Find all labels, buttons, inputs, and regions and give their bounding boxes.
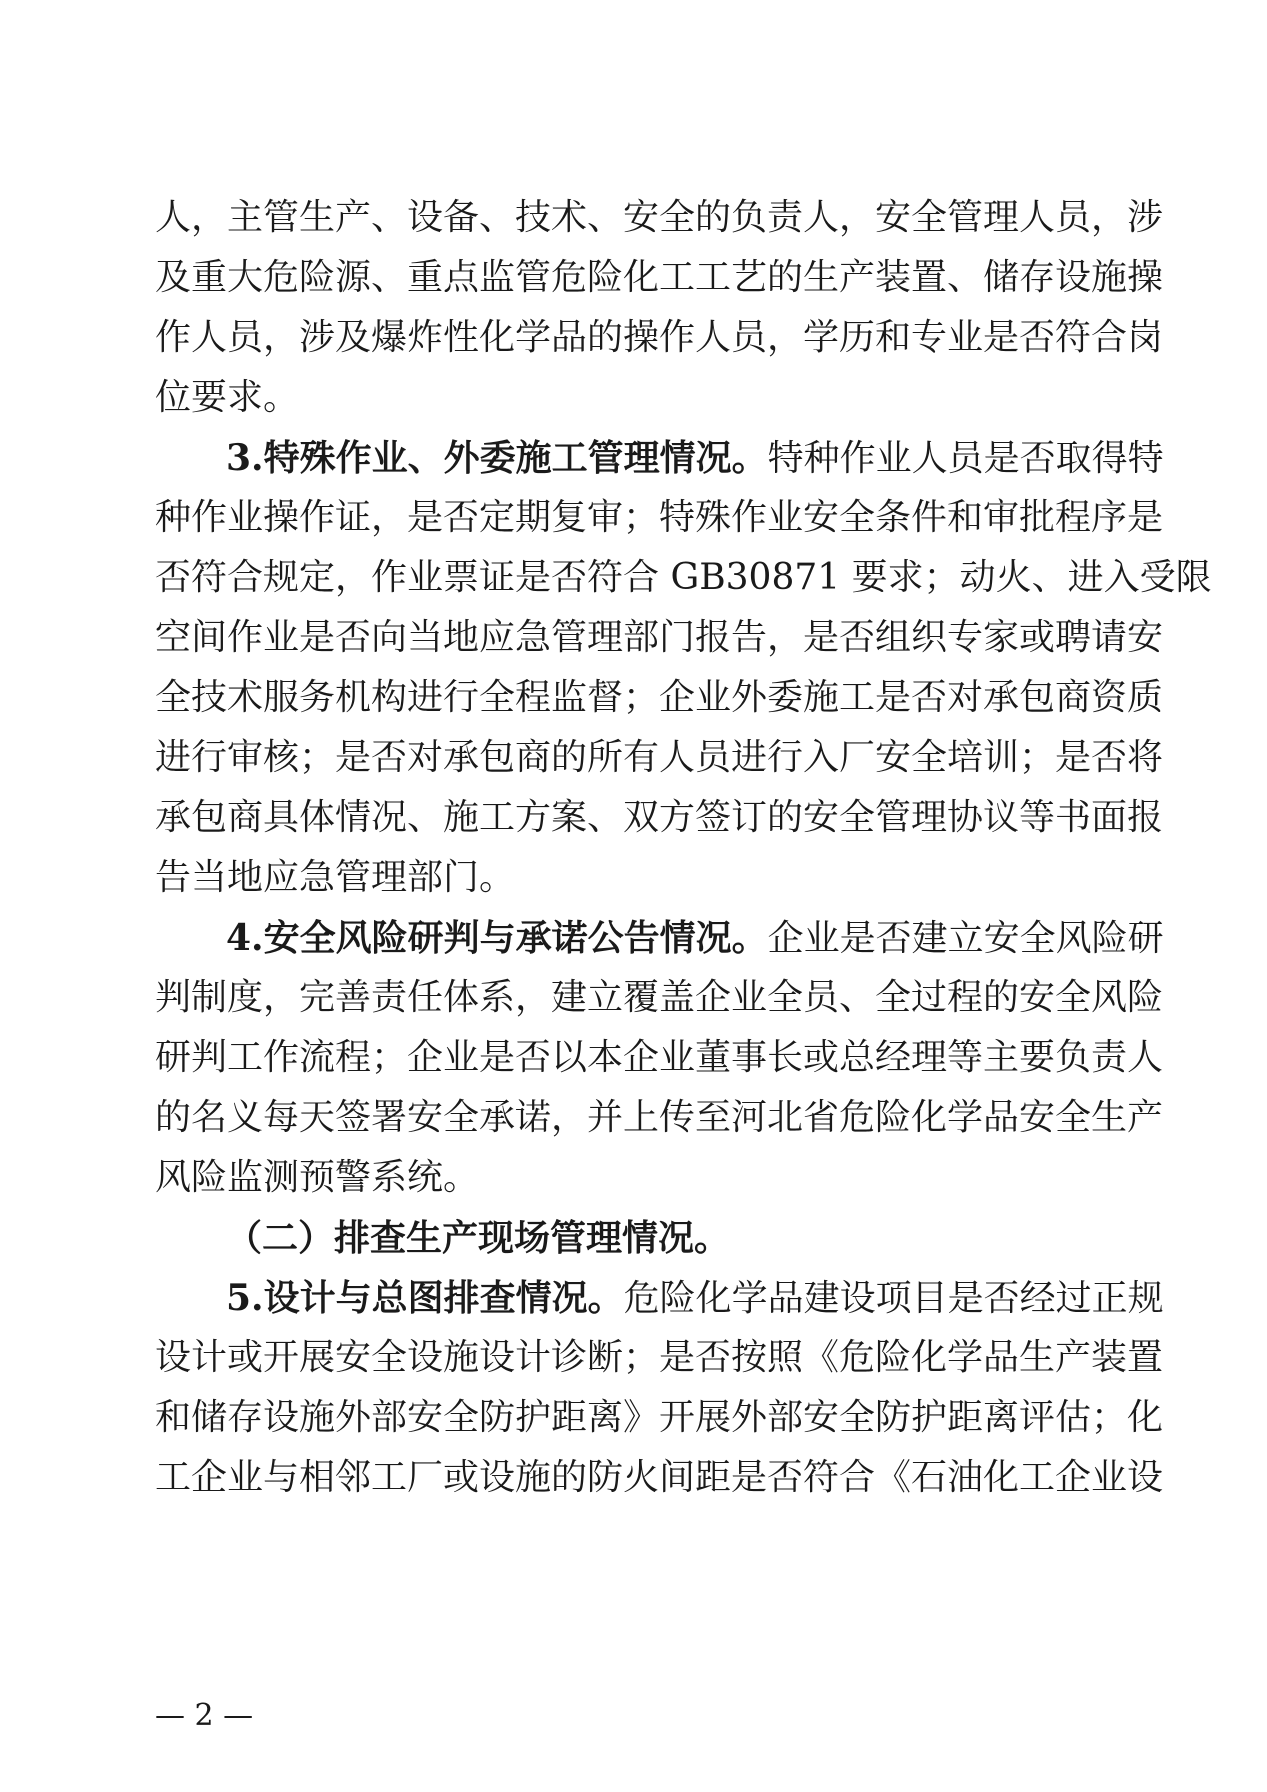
- item-heading: 5.设计与总图排查情况。: [226, 1277, 624, 1319]
- paragraph-line: 的名义每天签署安全承诺，并上传至河北省危险化学品安全生产: [155, 1097, 1164, 1138]
- paragraph-line: 风险监测预警系统。: [155, 1157, 480, 1198]
- paragraph-line: 判制度，完善责任体系，建立覆盖企业全员、全过程的安全风险: [155, 977, 1164, 1018]
- paragraph-line: 进行审核；是否对承包商的所有人员进行入厂安全培训；是否将: [155, 737, 1164, 778]
- page-number: — 2 —: [155, 1698, 254, 1733]
- paragraph-line: 工企业与相邻工厂或设施的防火间距是否符合《石油化工企业设: [155, 1457, 1164, 1498]
- paragraph-line: 和储存设施外部安全防护距离》开展外部安全防护距离评估；化: [155, 1397, 1164, 1438]
- paragraph-line: 种作业操作证，是否定期复审；特殊作业安全条件和审批程序是: [155, 497, 1164, 538]
- paragraph-text: 企业是否建立安全风险研: [767, 918, 1164, 959]
- paragraph-text: 特种作业人员是否取得特: [767, 438, 1164, 479]
- paragraph-line: [226, 437, 1164, 479]
- paragraph-line: 全技术服务机构进行全程监督；企业外委施工是否对承包商资质: [155, 677, 1164, 718]
- paragraph-line: [226, 917, 1164, 959]
- item-heading: 3.特殊作业、外委施工管理情况。: [226, 437, 768, 479]
- paragraph-line: 位要求。: [155, 377, 300, 418]
- paragraph-line: 研判工作流程；企业是否以本企业董事长或总经理等主要负责人: [155, 1037, 1164, 1078]
- paragraph-line: 作人员，涉及爆炸性化学品的操作人员，学历和专业是否符合岗: [155, 317, 1164, 358]
- item-heading: 4.安全风险研判与承诺公告情况。: [226, 917, 768, 959]
- paragraph-line: 承包商具体情况、施工方案、双方签订的安全管理协议等书面报: [155, 797, 1164, 838]
- paragraph-line: 告当地应急管理部门。: [155, 857, 516, 898]
- paragraph-line: [226, 1277, 1164, 1319]
- paragraph-line: 空间作业是否向当地应急管理部门报告，是否组织专家或聘请安: [155, 617, 1164, 658]
- section-heading: （二）排查生产现场管理情况。: [226, 1217, 731, 1259]
- paragraph-line: 及重大危险源、重点监管危险化工工艺的生产装置、储存设施操: [155, 257, 1164, 298]
- paragraph-line: 人，主管生产、设备、技术、安全的负责人，安全管理人员，涉: [155, 197, 1164, 238]
- paragraph-line: 否符合规定，作业票证是否符合 GB30871 要求；动火、进入受限: [155, 557, 1212, 598]
- paragraph-line: 设计或开展安全设施设计诊断；是否按照《危险化学品生产装置: [155, 1337, 1164, 1378]
- paragraph-text: 危险化学品建设项目是否经过正规: [623, 1278, 1164, 1319]
